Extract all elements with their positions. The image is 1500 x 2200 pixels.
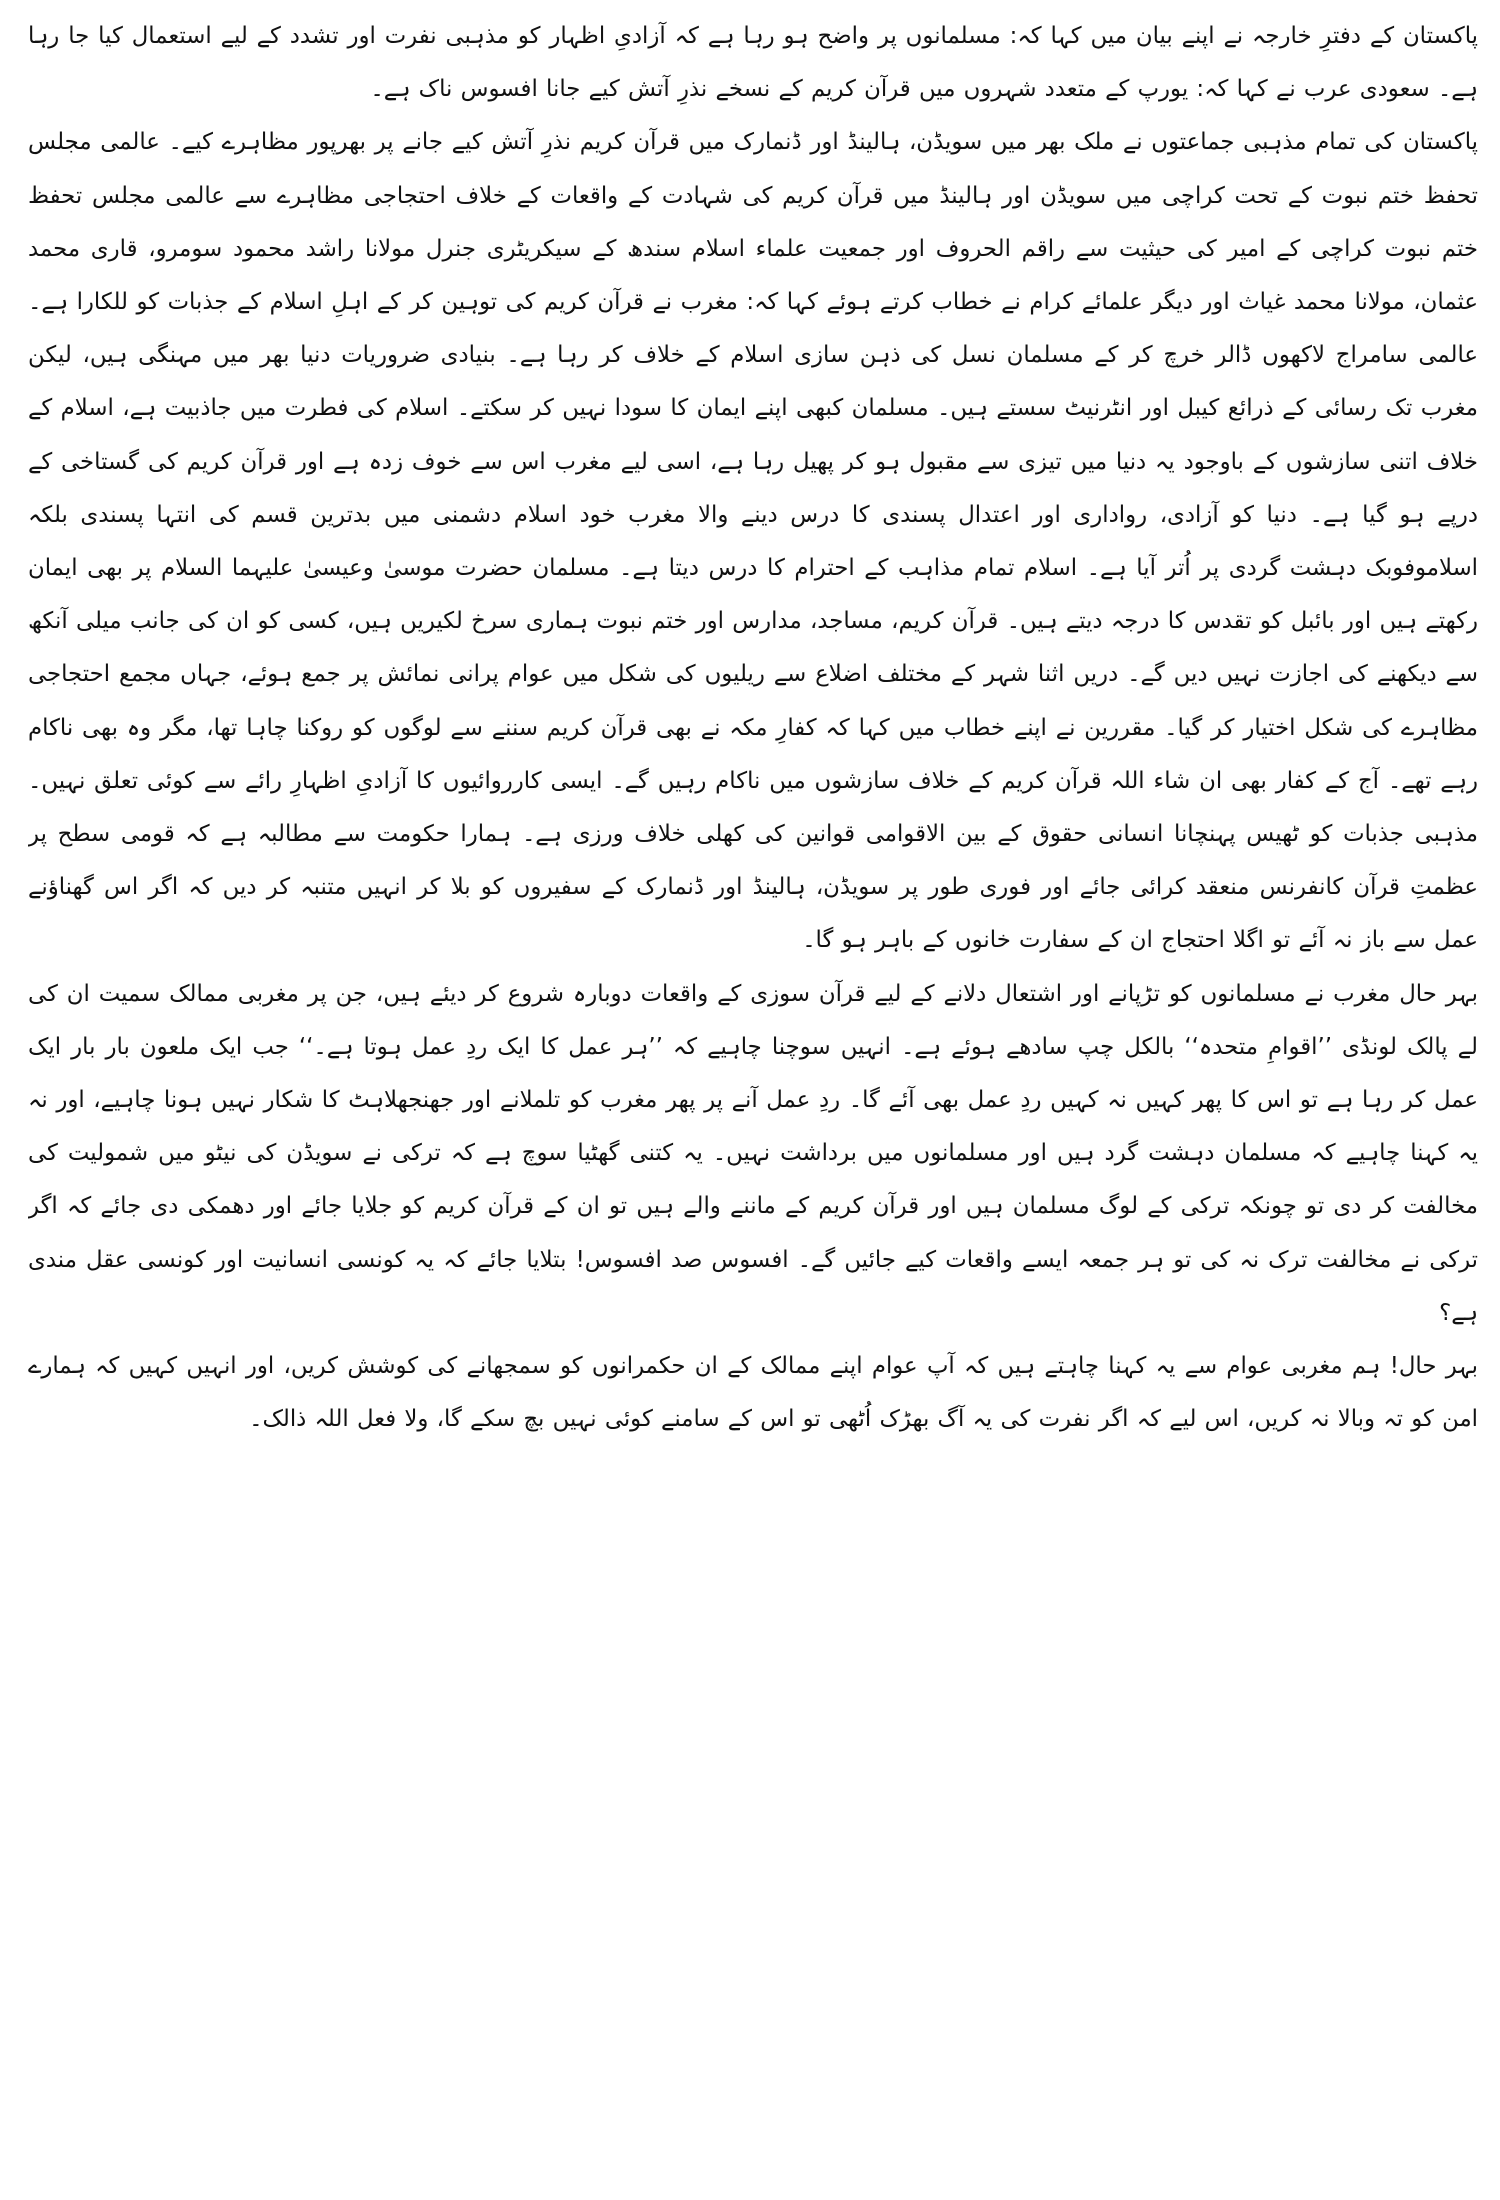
- paragraph-western-response: بہر حال مغرب نے مسلمانوں کو تڑپانے اور اشتعال دلانے کے لیے قرآن سوزی کے واقعات دوبارہ شروع کر دیئے ہیں، جن پر مغربی ممالک سمیت ان کی لے پالک لونڈی ’’اقوامِ متحدہ‘‘ بالکل چپ سادھے ہوئے ہے۔ انہیں سوچنا چاہیے کہ ’’ہر عمل کا ایک ردِ عمل ہوتا ہے۔‘‘ جب ایک ملعون بار بار ایک عمل کر رہا ہے تو اس کا پھر کہیں نہ کہیں ردِ عمل بھی آئے گا۔ ردِ عمل آنے پر پھر مغرب کو تلملانے اور جھنجھلاہٹ کا شکار نہیں ہونا چاہیے، اور نہ یہ کہنا چاہیے کہ مسلمان دہشت گرد ہیں اور مسلمانوں میں برداشت نہیں۔ یہ کتنی گھٹیا سوچ ہے کہ ترکی نے سویڈن کی نیٹو میں شمولیت کی مخالفت کر دی تو چونکہ ترکی کے لوگ مسلمان ہیں اور قرآن کریم کے ماننے والے ہیں تو ان کے قرآن کریم کو جلایا جائے اور دھمکی دی جائے کہ اگر ترکی نے مخالفت ترک نہ کی تو ہر جمعہ ایسے واقعات کیے جائیں گے۔ افسوس صد افسوس! بتلایا جائے کہ یہ کونسی انسانیت اور کونسی عقل مندی ہے؟: [28, 980, 1478, 1326]
- paragraph-appeal-to-western-public: بہر حال! ہم مغربی عوام سے یہ کہنا چاہتے ہیں کہ آپ عوام اپنے ممالک کے ان حکمرانوں کو سمجھانے کی کوشش کریں، اور انہیں کہیں کہ ہمارے امن کو تہ وبالا نہ کریں، اس لیے کہ اگر نفرت کی یہ آگ بھڑک اُٹھی تو اس کے سامنے کوئی نہیں بچ سکے گا، ولا فعل اللہ ذالک۔: [28, 1353, 1478, 1433]
- article-body: [28, 10, 1478, 1446]
- document-page: [28, 10, 1478, 2190]
- paragraph-foreign-office-statements: پاکستان کے دفترِ خارجہ نے اپنے بیان میں کہا کہ: مسلمانوں پر واضح ہو رہا ہے کہ آزادیِ اظہار کو مذہبی نفرت اور تشدد کے لیے استعمال کیا جا رہا ہے۔ سعودی عرب نے کہا کہ: یورپ کے متعدد شہروں میں قرآن کریم کے نسخے نذرِ آتش کیے جانا افسوس ناک ہے۔: [28, 23, 1478, 103]
- paragraph-protests-and-speeches: پاکستان کی تمام مذہبی جماعتوں نے ملک بھر میں سویڈن، ہالینڈ اور ڈنمارک میں قرآن کریم نذرِ آتش کیے جانے پر بھرپور مظاہرے کیے۔ عالمی مجلس تحفظ ختم نبوت کے تحت کراچی میں سویڈن اور ہالینڈ میں قرآن کریم کی شہادت کے واقعات کے خلاف احتجاجی مظاہرے سے عالمی مجلس تحفظ ختم نبوت کراچی کے امیر کی حیثیت سے راقم الحروف اور جمعیت علماء اسلام سندھ کے سیکریٹری جنرل مولانا راشد محمود سومرو، قاری محمد عثمان، مولانا محمد غیاث اور دیگر علمائے کرام نے خطاب کرتے ہوئے کہا کہ: مغرب نے قرآن کریم کی توہین کر کے اہلِ اسلام کے جذبات کو للکارا ہے۔ عالمی سامراج لاکھوں ڈالر خرچ کر کے مسلمان نسل کی ذہن سازی اسلام کے خلاف کر رہا ہے۔ بنیادی ضروریات دنیا بھر میں مہنگی ہیں، لیکن مغرب تک رسائی کے ذرائع کیبل اور انٹرنیٹ سستے ہیں۔ مسلمان کبھی اپنے ایمان کا سودا نہیں کر سکتے۔ اسلام کی فطرت میں جاذبیت ہے، اسلام کے خلاف اتنی سازشوں کے باوجود یہ دنیا میں تیزی سے مقبول ہو کر پھیل رہا ہے، اسی لیے مغرب اس سے خوف زدہ ہے اور قرآن کریم کی گستاخی کے درپے ہو گیا ہے۔ دنیا کو آزادی، رواداری اور اعتدال پسندی کا درس دینے والا مغرب خود اسلام دشمنی میں بدترین قسم کی انتہا پسندی بلکہ اسلاموفوبک دہشت گردی پر اُتر آیا ہے۔ اسلام تمام مذاہب کے احترام کا درس دیتا ہے۔ مسلمان حضرت موسیٰ وعیسیٰ علیہما السلام پر بھی ایمان رکھتے ہیں اور بائبل کو تقدس کا درجہ دیتے ہیں۔ قرآن کریم، مساجد، مدارس اور ختم نبوت ہماری سرخ لکیریں ہیں، کسی کو ان کی جانب میلی آنکھ سے دیکھنے کی اجازت نہیں دیں گے۔ دریں اثنا شہر کے مختلف اضلاع سے ریلیوں کی شکل میں عوام پرانی نمائش پر جمع ہوئے، جہاں مجمع احتجاجی مظاہرے کی شکل اختیار کر گیا۔ مقررین نے اپنے خطاب میں کہا کہ کفارِ مکہ نے بھی قرآن کریم سننے سے لوگوں کو روکنا چاہا تھا، مگر وہ بھی ناکام رہے تھے۔ آج کے کفار بھی ان شاء اللہ قرآن کریم کے خلاف سازشوں میں ناکام رہیں گے۔ ایسی کارروائیوں کا آزادیِ اظہارِ رائے سے کوئی تعلق نہیں۔ مذہبی جذبات کو ٹھیس پہنچانا انسانی حقوق کے بین الاقوامی قوانین کی کھلی خلاف ورزی ہے۔ ہمارا حکومت سے مطالبہ ہے کہ قومی سطح پر عظمتِ قرآن کانفرنس منعقد کرائی جائے اور فوری طور پر سویڈن، ہالینڈ اور ڈنمارک کے سفیروں کو بلا کر انہیں متنبہ کر دیں کہ اگر اس گھناؤنے عمل سے باز نہ آئے تو اگلا احتجاج ان کے سفارت خانوں کے باہر ہو گا۔: [28, 129, 1478, 954]
